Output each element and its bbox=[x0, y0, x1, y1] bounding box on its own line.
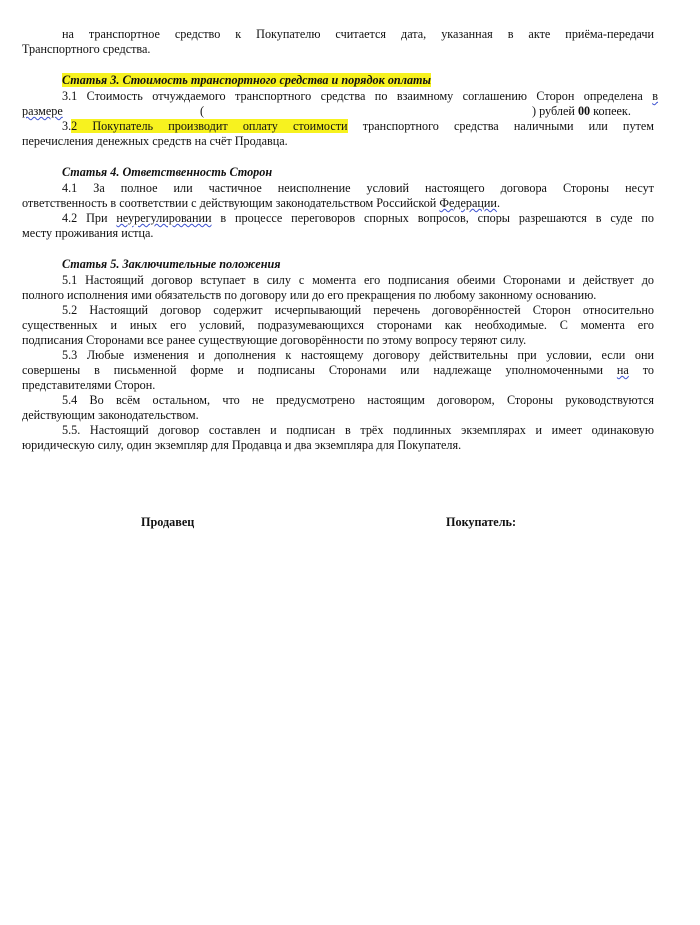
text-span: в процессе переговоров спорных вопросов, споры разрешаются в суде по bbox=[220, 211, 655, 225]
text-span: существенных и иных его условий, подразумевающихся сторонами как необходимые. С момента его bbox=[22, 318, 654, 332]
paragraph-5-2-line-3 bbox=[22, 333, 526, 348]
paragraph-5-3-line-1 bbox=[62, 348, 654, 363]
text-span: ) рублей bbox=[532, 104, 575, 118]
paragraph-3-1-line-1 bbox=[62, 89, 658, 104]
spellcheck-word: неурегулировании bbox=[116, 211, 212, 225]
text-span: 5.1 Настоящий договор вступает в силу с момента его подписания обеими Сторонами и действует до bbox=[62, 273, 654, 287]
paragraph-4-1-line-2 bbox=[22, 196, 500, 211]
text-span: . bbox=[496, 196, 500, 210]
amount-open-paren bbox=[200, 104, 204, 119]
text-span: действующим законодательством. bbox=[22, 408, 199, 422]
paragraph-4-2-line-1 bbox=[62, 211, 654, 226]
text-span: 5.5. Настоящий договор составлен и подписан в трёх подлинных экземплярах и имеет одинаковую bbox=[62, 423, 654, 437]
highlighted-text: 2 Покупатель производит оплату стоимости bbox=[71, 119, 348, 133]
paragraph-5-2-line-2 bbox=[22, 318, 654, 333]
article-3-heading bbox=[62, 73, 431, 88]
paragraph-5-1-line-1 bbox=[62, 273, 654, 288]
article-5-heading bbox=[62, 257, 281, 272]
buyer-signature-label bbox=[446, 515, 516, 530]
paragraph-5-3-line-3 bbox=[22, 378, 155, 393]
text-span: 4.2 При bbox=[62, 211, 108, 225]
text-span: 3.1 Стоимость отчуждаемого транспортного средства по взаимному соглашению Сторон определена bbox=[62, 89, 643, 103]
paragraph-4-2-line-2 bbox=[22, 226, 153, 241]
spellcheck-word: в bbox=[652, 89, 659, 103]
text-span: представителями Сторон. bbox=[22, 378, 156, 392]
text-span: копеек. bbox=[593, 104, 631, 118]
text-span: 5.3 Любые изменения и дополнения к настоящему договору действительны при условии, если они bbox=[62, 348, 654, 362]
text-span: Продавец bbox=[141, 515, 195, 529]
paragraph-5-3-line-2 bbox=[22, 363, 654, 378]
text-span: юридическую силу, один экземпляр для Продавца и два экземпляра для Покупателя. bbox=[22, 438, 462, 452]
text-span: месту проживания истца. bbox=[22, 226, 154, 240]
text-line bbox=[22, 42, 150, 57]
text-span: совершены в письменной форме и подписаны Сторонами или надлежаще уполномоченными bbox=[22, 363, 603, 377]
text-span: ответственность в соответствии с действующим законодательством Российской bbox=[22, 196, 437, 210]
text-span: Покупатель: bbox=[446, 515, 517, 529]
text-span: 4.1 За полное или частичное неисполнение условий настоящего договора Стороны несут bbox=[62, 181, 654, 195]
text-span: полного исполнения ими обязательств по договору или до его прекращения по любому законному основанию. bbox=[22, 288, 597, 302]
highlighted-heading: Статья 3. Стоимость транспортного средства и порядок оплаты bbox=[62, 73, 431, 87]
heading-text: Статья 5. Заключительные положения bbox=[62, 257, 281, 271]
text-line bbox=[62, 27, 654, 42]
text-span: то bbox=[642, 363, 655, 377]
paragraph-3-2-line-2 bbox=[22, 134, 288, 149]
kopeck-number: 00 bbox=[577, 104, 591, 118]
article-4-heading bbox=[62, 165, 272, 180]
heading-text: Статья 4. Ответственность Сторон bbox=[62, 165, 273, 179]
text-span: 3. bbox=[62, 119, 72, 133]
spellcheck-word: на bbox=[616, 363, 629, 377]
text-span: 5.4 Во всём остальном, что не предусмотрено настоящим договором, Стороны руководствуются bbox=[62, 393, 654, 407]
paragraph-4-1-line-1 bbox=[62, 181, 654, 196]
paragraph-5-4-line-1 bbox=[62, 393, 654, 408]
paragraph-5-1-line-2 bbox=[22, 288, 596, 303]
text-span: подписания Сторонами все ранее существующие договорённости по этому вопросу теряют силу. bbox=[22, 333, 527, 347]
amount-rubles bbox=[532, 104, 631, 119]
text-span: транспортного средства наличными или путем bbox=[362, 119, 654, 133]
spellcheck-word: Федерации bbox=[439, 196, 497, 210]
text-span: ( bbox=[200, 104, 205, 118]
paragraph-3-2-line-1 bbox=[62, 119, 654, 134]
paragraph-5-2-line-1 bbox=[62, 303, 654, 318]
paragraph-3-1-line-2 bbox=[22, 104, 63, 119]
spellcheck-word: размере bbox=[22, 104, 63, 118]
text-span: на транспортное средство к Покупателю считается дата, указанная в акте приёма-передачи bbox=[62, 27, 654, 41]
paragraph-5-5-line-2 bbox=[22, 438, 461, 453]
text-span: Транспортного средства. bbox=[22, 42, 151, 56]
text-span: 5.2 Настоящий договор содержит исчерпывающий перечень договорённостей Сторон относительно bbox=[62, 303, 654, 317]
paragraph-5-4-line-2 bbox=[22, 408, 199, 423]
text-span: перечисления денежных средств на счёт Продавца. bbox=[22, 134, 288, 148]
paragraph-5-5-line-1 bbox=[62, 423, 654, 438]
seller-signature-label bbox=[141, 515, 194, 530]
